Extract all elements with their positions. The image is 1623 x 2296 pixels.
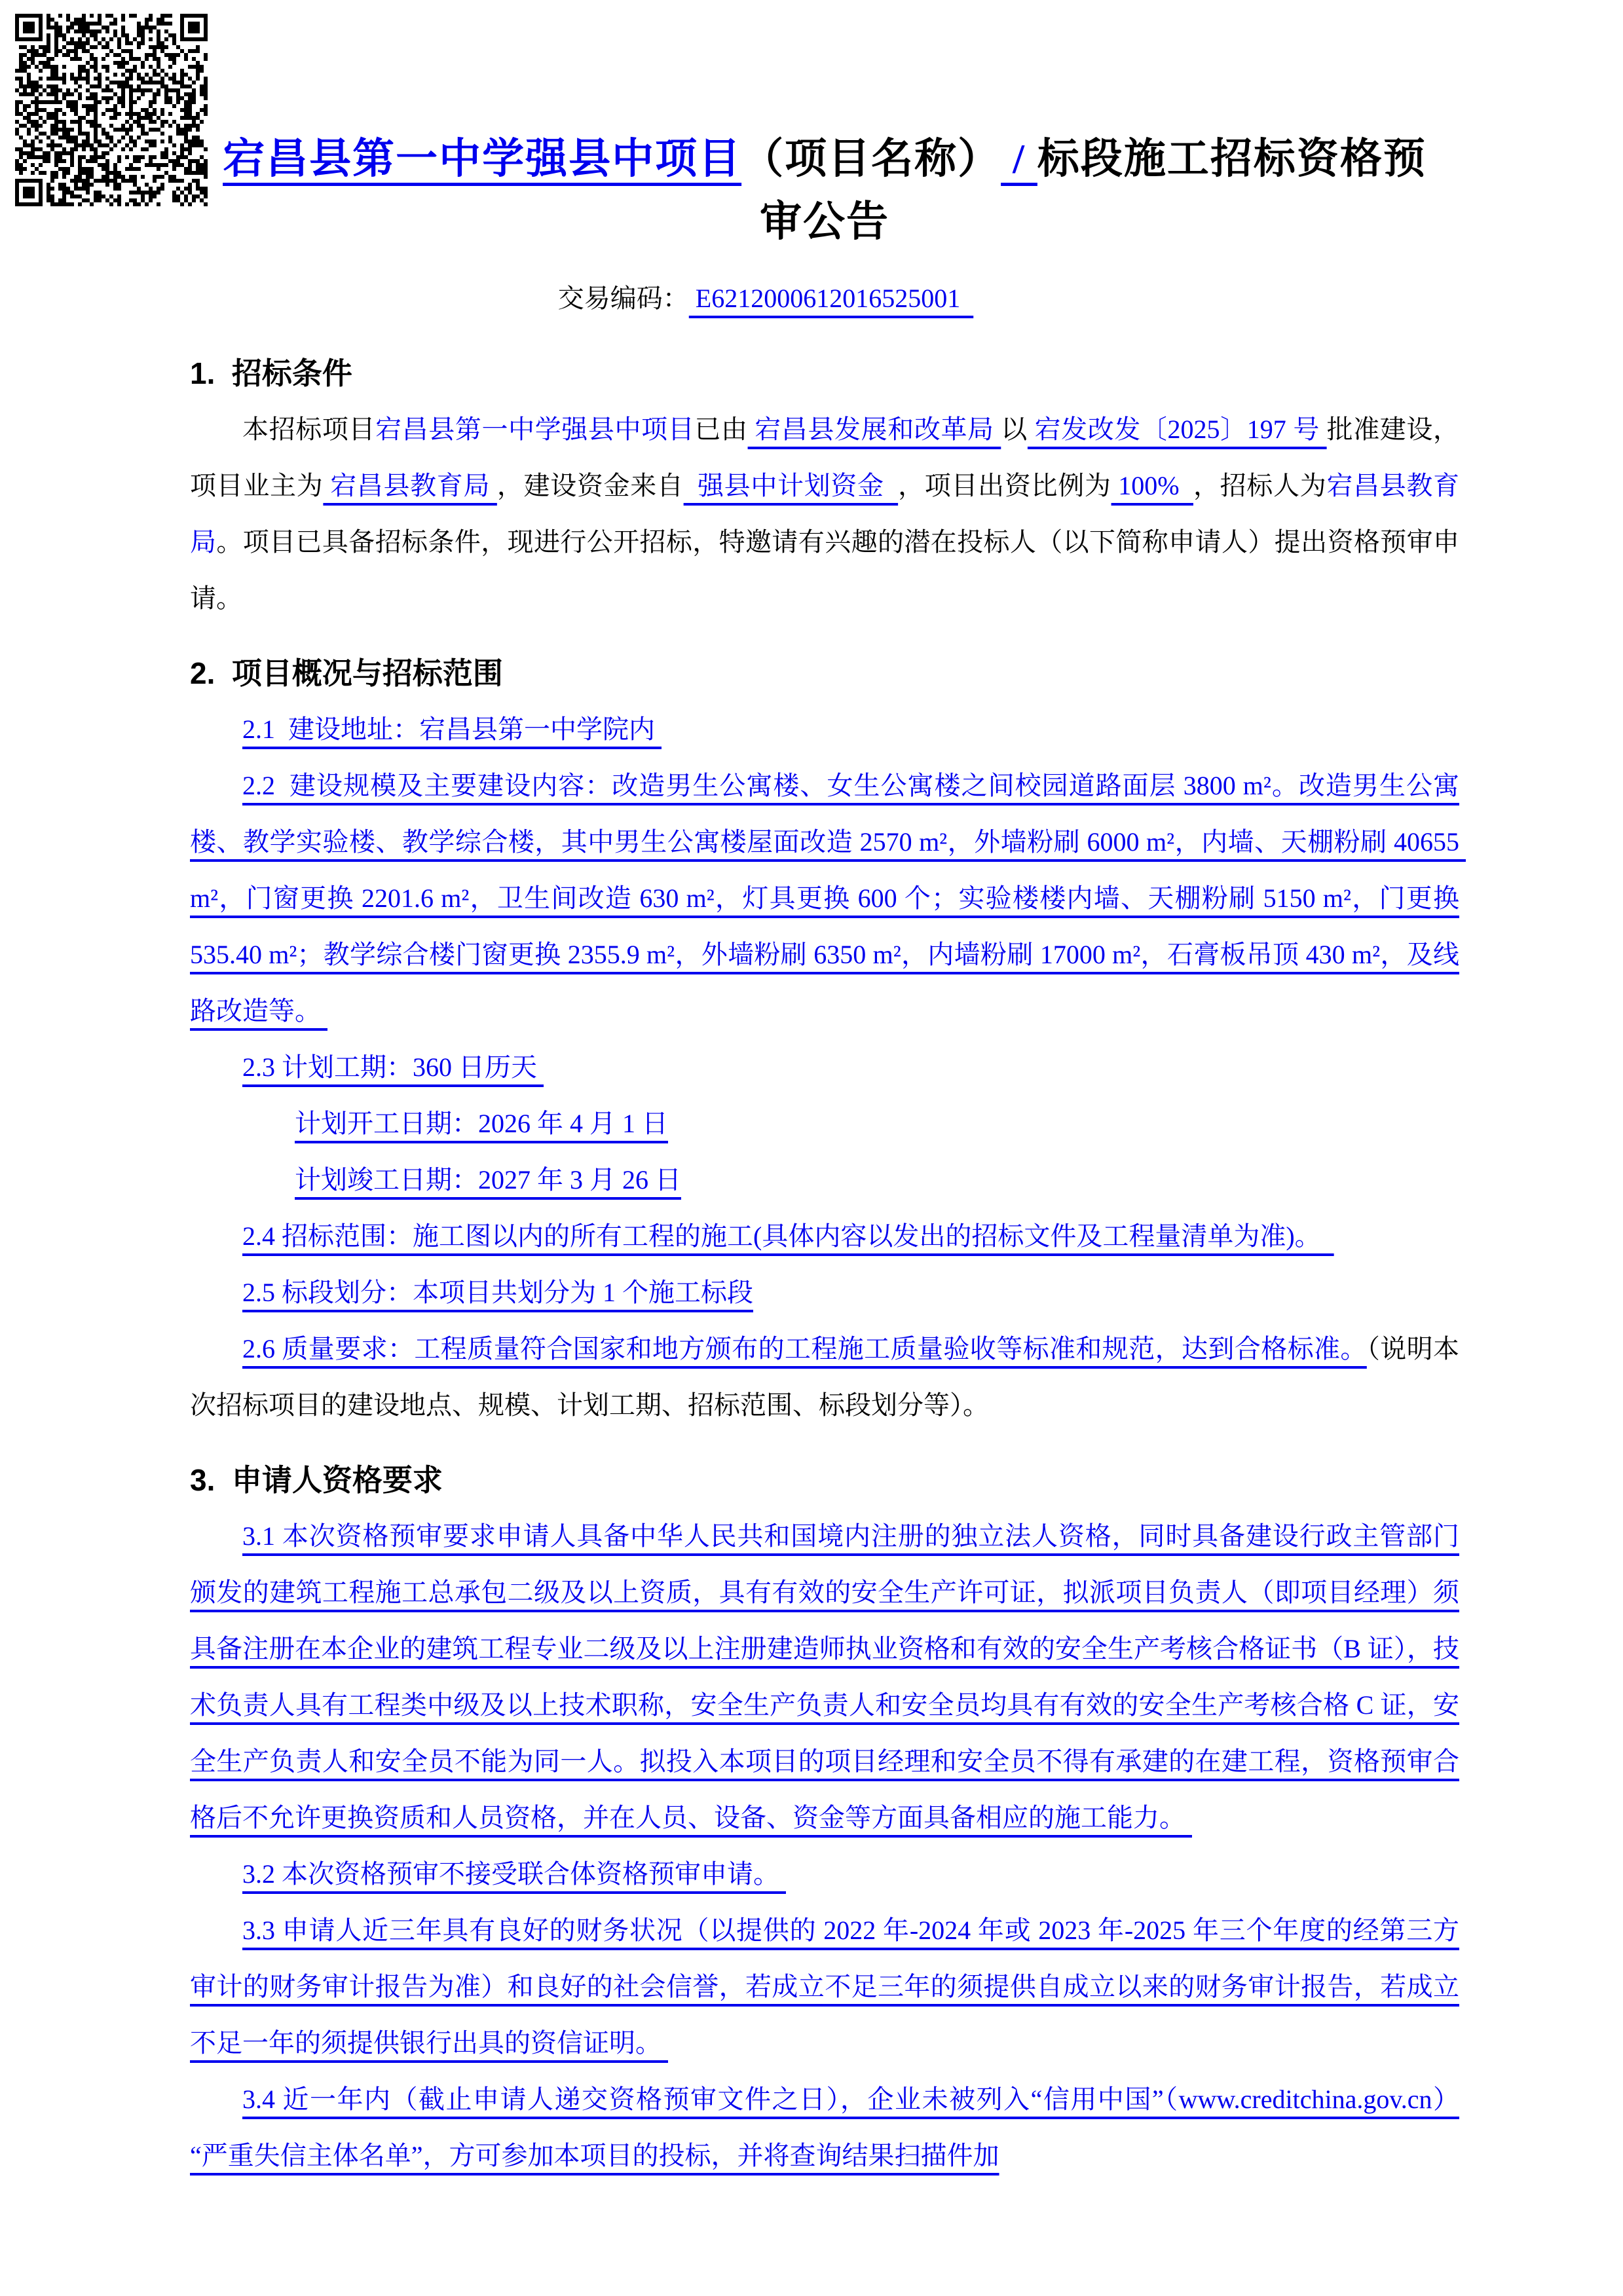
paragraph xyxy=(190,2071,1459,2184)
section-heading xyxy=(190,645,1459,701)
static-text: 以 xyxy=(1001,415,1028,444)
filled-field-text: 2.2 建设规模及主要建设内容：改造男生公寓楼、女生公寓楼之间校园道路面层 3800 m²。改造男生公寓楼、教学实验楼、教学综合楼，其中男生公寓楼屋面改造 2570 m²，外墙粉刷 6000 m²，内墙、天棚粉刷 40655 m²，门窗更换 2201.6 m²，卫生间改造 630 m²，灯具更换 600 个；实验楼楼内墙、天棚粉刷 5150 m²，门更换 535.40 m²；教学综合楼门窗更换 2355.9 m²，外墙粉刷 6350 m²，内墙粉刷 17000 m²，石膏板吊顶 430 m²，及线路改造等。 xyxy=(190,771,1466,1026)
filled-field-text: 宕昌县教育局 xyxy=(190,471,1460,557)
document-title-line xyxy=(190,191,1459,253)
paragraph xyxy=(190,1096,1459,1152)
section-heading xyxy=(190,345,1459,401)
transaction-code-line xyxy=(190,270,1341,327)
filled-field-text: 2.3 计划工期：360 日历天 xyxy=(242,1052,544,1082)
static-text: 批准建设，项目业主为 xyxy=(190,415,1460,500)
filled-field-text: 宕昌县发展和改革局 xyxy=(747,415,1001,444)
filled-field-text: 3.2 本次资格预审不接受联合体资格预审申请。 xyxy=(242,1859,786,1889)
static-text: 。项目已具备招标条件，现进行公开招标，特邀请有兴趣的潜在投标人（以下简称申请人）提出资格预审申请。 xyxy=(190,527,1460,613)
static-text: （说明本次招标项目的建设地点、规模、计划工期、招标范围、标段划分等）。 xyxy=(190,1334,1460,1420)
transaction-code-label: 交易编码： xyxy=(557,284,689,313)
static-text: ，项目出资比例为 xyxy=(898,471,1111,500)
filled-field-text: 100% xyxy=(1111,471,1193,500)
qr-code xyxy=(10,9,212,211)
paragraph xyxy=(190,401,1459,627)
filled-field-text: 2.6 质量要求：工程质量符合国家和地方颁布的工程施工质量验收等标准和规范，达到合格标准。 xyxy=(242,1334,1367,1363)
static-text: 2. 项目概况与招标范围 xyxy=(190,656,503,690)
paragraph xyxy=(190,1902,1459,2071)
paragraph xyxy=(190,1265,1459,1321)
paragraph xyxy=(190,758,1466,1039)
section-heading xyxy=(190,1452,1459,1508)
title-text-run: 审公告 xyxy=(760,198,889,245)
filled-field-text: 宕昌县第一中学强县中项目 xyxy=(375,415,695,444)
paragraph xyxy=(190,701,1459,758)
filled-field-text: 3.4 近一年内（截止申请人递交资格预审文件之日），企业未被列入“信用中国”（www.creditchina.gov.cn）“严重失信主体名单”，方可参加本项目的投标，并将查询结果扫描件加 xyxy=(190,2084,1459,2170)
title-text-run: 宕昌县第一中学强县中项目 xyxy=(223,136,742,182)
title-text-run: （项目名称） xyxy=(741,136,1001,182)
document-title-line xyxy=(190,128,1459,191)
title-text-run: 标段施工招标资格预 xyxy=(1037,136,1427,182)
transaction-code-value: E6212000612016525001 xyxy=(688,284,974,313)
static-text: 3. 申请人资格要求 xyxy=(190,1463,443,1497)
paragraph xyxy=(190,1846,1459,1902)
static-text: ，建设资金来自 xyxy=(496,471,684,500)
paragraph xyxy=(190,1152,1459,1208)
filled-field-text: 强县中计划资金 xyxy=(683,471,899,500)
filled-field-text: 宕昌县教育局 xyxy=(323,471,497,500)
filled-field-text: 2.5 标段划分：本项目共划分为 1 个施工标段 xyxy=(242,1278,753,1307)
document-content xyxy=(190,0,1466,2184)
filled-field-text: 3.1 本次资格预审要求申请人具备中华人民共和国境内注册的独立法人资格，同时具备建设行政主管部门颁发的建筑工程施工总承包二级及以上资质，具有有效的安全生产许可证，拟派项目负责人（即项目经理）须具备注册在本企业的建筑工程专业二级及以上注册建造师执业资格和有效的安全生产考核合格证书（B 证），技术负责人具有工程类中级及以上技术职称，安全生产负责人和安全员均具有有效的安全生产考核合格 C 证，安全生产负责人和安全员不能为同一人。拟投入本项目的项目经理和安全员不得有承建的在建工程，资格预审合格后不允许更换资质和人员资格，并在人员、设备、资金等方面具备相应的施工能力。 xyxy=(190,1521,1459,1832)
paragraph xyxy=(190,1208,1459,1265)
title-text-run: / xyxy=(1001,136,1037,182)
paragraph xyxy=(190,1508,1459,1846)
filled-field-text: 3.3 申请人近三年具有良好的财务状况（以提供的 2022 年-2024 年或 2023 年-2025 年三个年度的经第三方审计的财务审计报告为准）和良好的社会信誉，若成立不足三年的须提供自成立以来的财务审计报告，若成立不足一年的须提供银行出具的资信证明。 xyxy=(190,1916,1459,2058)
paragraph xyxy=(190,1039,1459,1096)
filled-field-text: 2.1 建设地址：宕昌县第一中学院内 xyxy=(242,714,662,744)
paragraph xyxy=(190,1321,1459,1434)
static-text: 1. 招标条件 xyxy=(190,356,352,390)
static-text: 已由 xyxy=(694,415,748,444)
static-text: 本招标项目 xyxy=(242,415,376,444)
filled-field-text: 计划竣工日期：2027 年 3 月 26 日 xyxy=(295,1165,681,1194)
static-text: ，招标人为 xyxy=(1193,471,1327,500)
filled-field-text: 宕发改发〔2025〕197 号 xyxy=(1027,415,1327,444)
filled-field-text: 2.4 招标范围：施工图以内的所有工程的施工(具体内容以发出的招标文件及工程量清单为准)。 xyxy=(242,1221,1334,1251)
filled-field-text: 计划开工日期：2026 年 4 月 1 日 xyxy=(295,1109,668,1138)
